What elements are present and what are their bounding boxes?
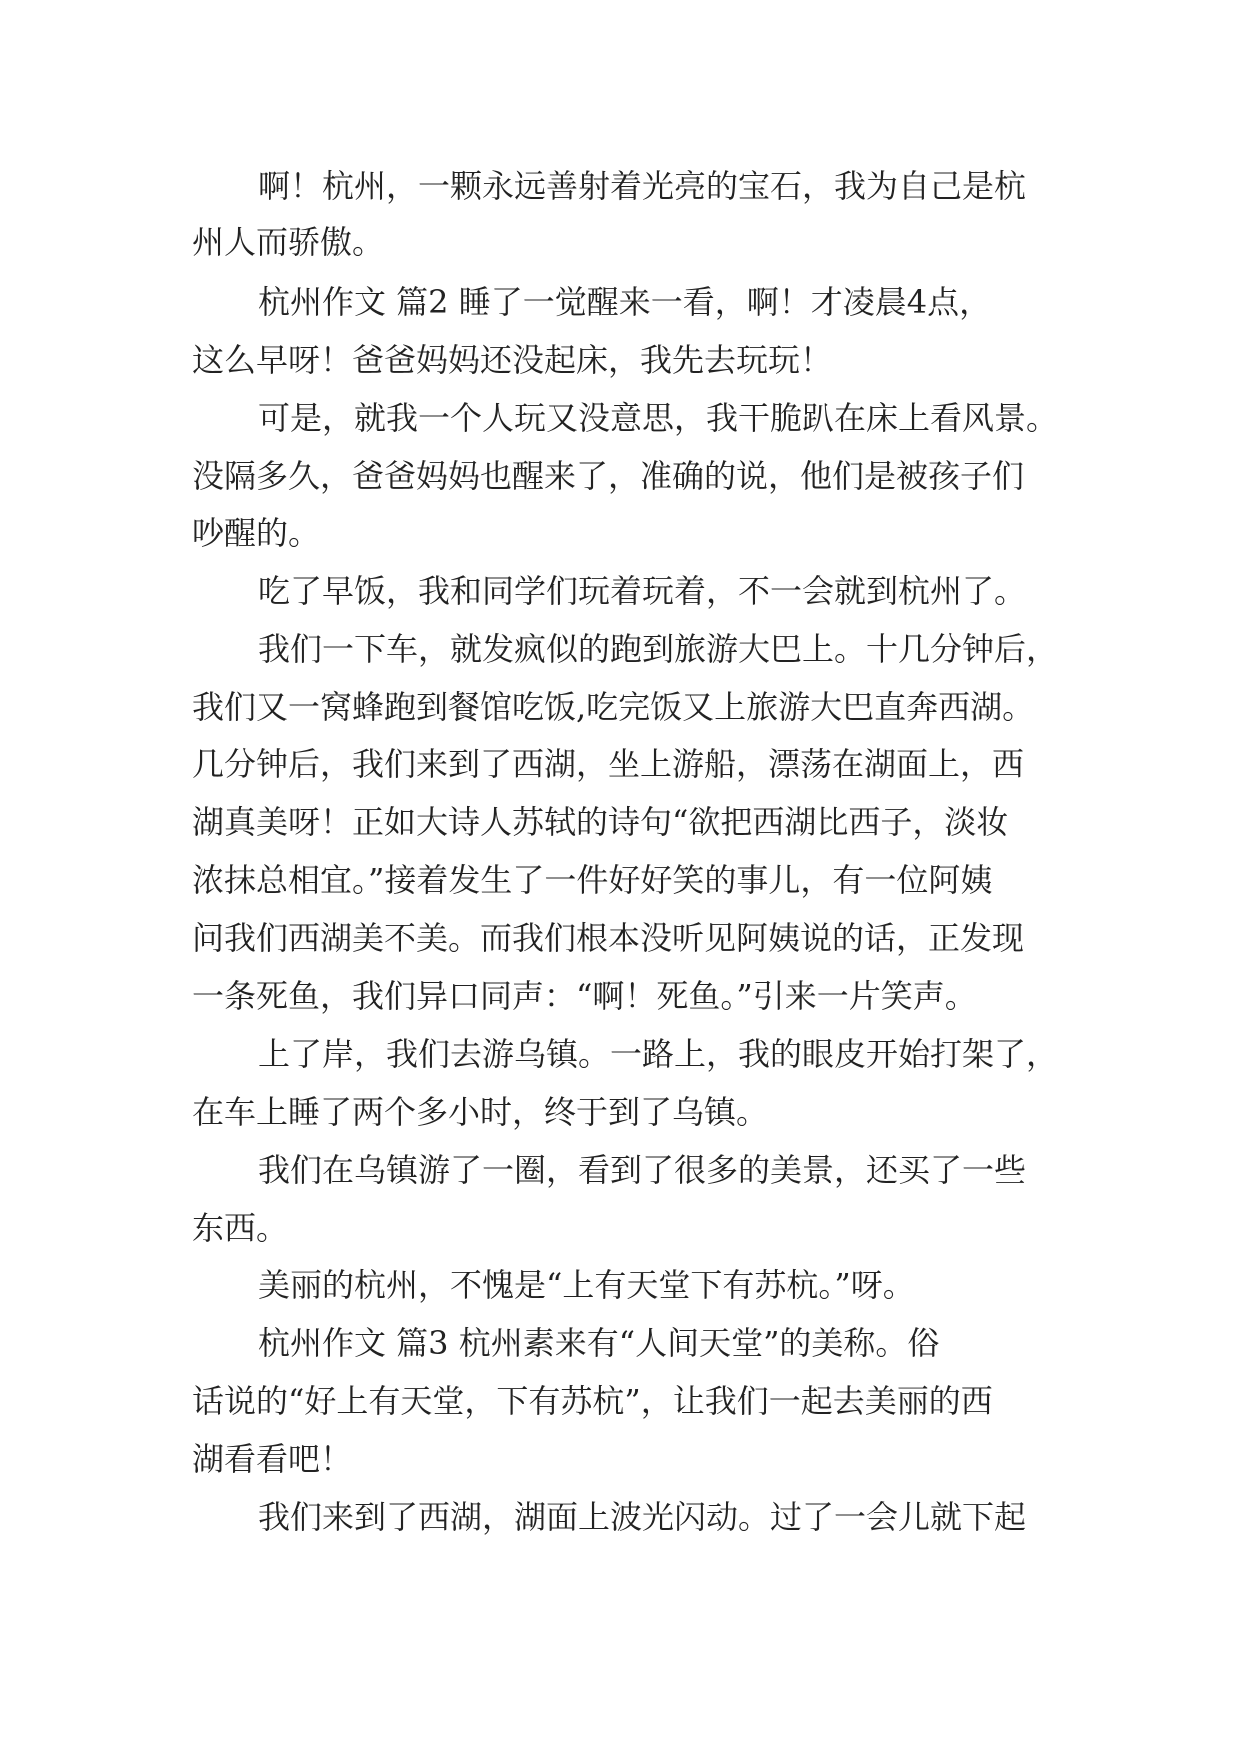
text-line: 可是，就我一个人玩又没意思，我干脆趴在床上看风景。 [258, 399, 1059, 437]
text-line: 浓抹总相宜。”接着发生了一件好好笑的事儿，有一位阿姨 [192, 861, 993, 899]
text-line: 吃了早饭，我和同学们玩着玩着，不一会就到杭州了。 [258, 572, 1027, 610]
section-heading-line: 杭州作文 篇2 睡了一觉醒来一看，啊！才凌晨4点， [258, 283, 992, 321]
text-line: 话说的“好上有天堂，下有苏杭”，让我们一起去美丽的西 [192, 1382, 993, 1420]
text-line: 在车上睡了两个多小时，终于到了乌镇。 [192, 1093, 769, 1131]
text-line: 啊！杭州，一颗永远善射着光亮的宝石，我为自己是杭 [258, 167, 1027, 205]
text-line: 吵醒的。 [192, 514, 321, 552]
text-line: 美丽的杭州，不愧是“上有天堂下有苏杭。”呀。 [258, 1266, 915, 1304]
text-line: 我们来到了西湖，湖面上波光闪动。过了一会儿就下起 [258, 1498, 1027, 1536]
text-line: 东西。 [192, 1209, 289, 1247]
text-line: 我们又一窝蜂跑到餐馆吃饭,吃完饭又上旅游大巴直奔西湖。 [192, 688, 1035, 726]
text-line: 我们在乌镇游了一圈，看到了很多的美景，还买了一些 [258, 1151, 1027, 1189]
text-line: 上了岸，我们去游乌镇。一路上，我的眼皮开始打架了， [258, 1035, 1059, 1073]
text-line: 湖看看吧！ [192, 1440, 353, 1478]
text-line: 州人而骄傲。 [192, 223, 385, 261]
text-line: 我们一下车，就发疯似的跑到旅游大巴上。十几分钟后， [258, 630, 1059, 668]
text-line: 没隔多久，爸爸妈妈也醒来了，准确的说，他们是被孩子们 [192, 457, 1025, 495]
text-line: 湖真美呀！正如大诗人苏轼的诗句“欲把西湖比西子，淡妆 [192, 803, 1009, 841]
text-line: 一条死鱼，我们异口同声：“啊！死鱼。”引来一片笑声。 [192, 977, 977, 1015]
text-line: 这么早呀！爸爸妈妈还没起床，我先去玩玩！ [192, 341, 833, 379]
text-line: 问我们西湖美不美。而我们根本没听见阿姨说的话，正发现 [192, 919, 1025, 957]
text-line: 几分钟后，我们来到了西湖，坐上游船，漂荡在湖面上，西 [192, 745, 1025, 783]
section-heading-line: 杭州作文 篇3 杭州素来有“人间天堂”的美称。俗 [258, 1324, 940, 1362]
